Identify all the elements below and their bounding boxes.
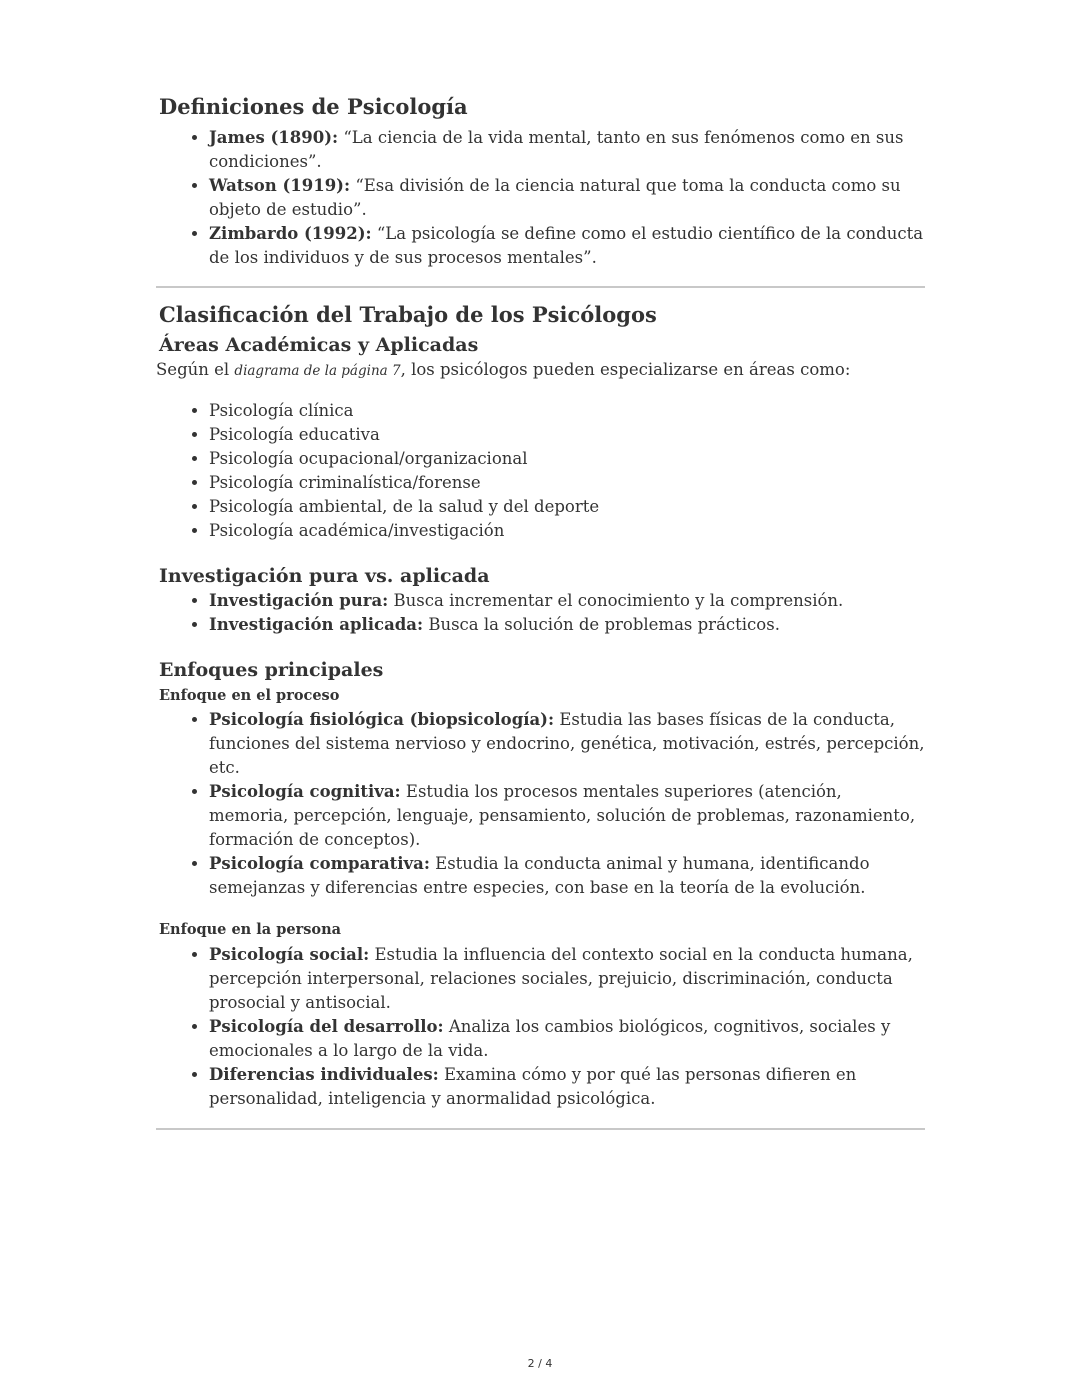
section-divider	[156, 286, 925, 288]
person-subheading: Enfoque en la persona	[159, 921, 342, 938]
definition-text: “Esa división de la ciencia natural que toma la conducta como su objeto de estudio”.	[209, 176, 901, 219]
list-item: • Psicología educativa	[209, 423, 925, 447]
list-item: • Investigación pura: Busca incrementar el conocimiento y la comprensión.	[209, 589, 925, 613]
process-subheading: Enfoque en el proceso	[159, 687, 340, 704]
list-item: • Psicología cognitiva: Estudia los procesos mentales superiores (atención, memoria, percepción, lenguaje, pensamiento, solución de problemas, razonamiento, formación de conceptos).	[209, 780, 925, 852]
page-indicator: 2 / 4	[527, 1357, 553, 1370]
definition-author: Watson (1919):	[209, 176, 351, 195]
areas-intro: Según el diagrama de la página 7, los psicólogos pueden especializarse en áreas como:	[156, 360, 851, 379]
list-item: • Psicología comparativa: Estudia la conducta animal y humana, identificando semejanzas y diferencias entre especies, con base en la teoría de la evolución.	[209, 852, 925, 900]
approaches-heading: Enfoques principales	[159, 659, 384, 681]
list-item: • Investigación aplicada: Busca la solución de problemas prácticos.	[209, 613, 925, 637]
person-list	[159, 943, 925, 1111]
list-item: • Psicología ocupacional/organizacional	[209, 447, 925, 471]
page-content	[156, 92, 925, 1130]
research-heading: Investigación pura vs. aplicada	[159, 565, 490, 587]
list-item: • Psicología del desarrollo: Analiza los cambios biológicos, cognitivos, sociales y emocionales a lo largo de la vida.	[209, 1015, 925, 1063]
list-item: • Psicología fisiológica (biopsicología): Estudia las bases físicas de la conducta, funciones del sistema nervioso y endocrino, genética, motivación, estrés, percepción, etc.	[209, 708, 925, 780]
list-item	[209, 174, 925, 222]
areas-list	[159, 399, 925, 543]
areas-heading: Áreas Académicas y Aplicadas	[159, 334, 479, 356]
definition-text: “La psicología se define como el estudio científico de la conducta de los individuos y de sus procesos mentales”.	[209, 224, 924, 267]
definitions-heading: Definiciones de Psicología	[159, 94, 468, 119]
list-item: • Psicología clínica	[209, 399, 925, 423]
definition-author: Zimbardo (1992):	[209, 224, 372, 243]
classification-heading: Clasificación del Trabajo de los Psicólogos	[159, 302, 657, 327]
list-item: • Psicología ambiental, de la salud y del deporte	[209, 495, 925, 519]
section-divider	[156, 1128, 925, 1130]
list-item: • Psicología académica/investigación	[209, 519, 925, 543]
list-item	[209, 222, 925, 270]
list-item	[209, 126, 925, 174]
list-item: • Diferencias individuales: Examina cómo y por qué las personas difieren en personalidad, inteligencia y anormalidad psicológica.	[209, 1063, 925, 1111]
definition-text: “La ciencia de la vida mental, tanto en sus fenómenos como en sus condiciones”.	[209, 128, 904, 171]
list-item: • Psicología social: Estudia la influencia del contexto social en la conducta humana, percepción interpersonal, relaciones sociales, prejuicio, discriminación, conducta prosocial y antisocial.	[209, 943, 925, 1015]
diagram-reference: diagrama de la página 7	[234, 363, 401, 379]
definition-author: James (1890):	[209, 128, 339, 147]
definitions-list	[159, 126, 925, 270]
process-list	[159, 708, 925, 900]
list-item: • Psicología criminalística/forense	[209, 471, 925, 495]
research-list	[159, 589, 925, 637]
